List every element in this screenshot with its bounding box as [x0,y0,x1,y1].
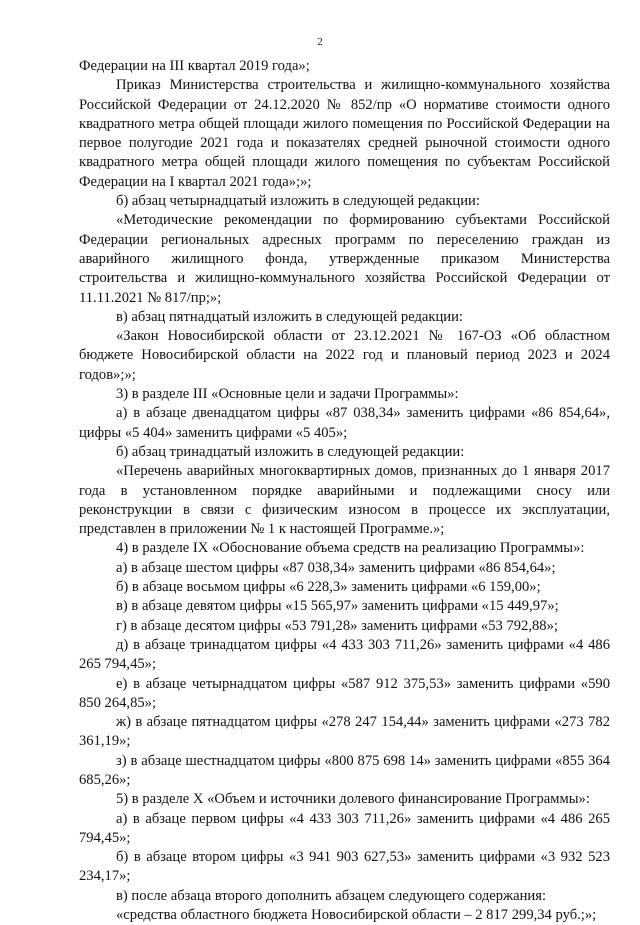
paragraph-section-9-g: г) в абзаце десятом цифры «53 791,28» заменить цифрами «53 792,88»; [116,617,558,634]
paragraph-section-9: 4) в разделе IX «Обоснование объема средств на реализацию Программы»: [116,540,585,557]
page-number: 2 [317,36,323,48]
paragraph-section-3-b: б) абзац тринадцатый изложить в следующей редакции: [116,443,465,460]
paragraph-section-9-zh: ж) в абзаце пятнадцатом цифры «278 247 154,44» заменить цифрами «273 782 361,19»; [79,714,610,750]
paragraph-section-9-d: д) в абзаце тринадцатом цифры «4 433 303 711,26» заменить цифрами «4 486 265 794,45»; [79,636,610,673]
document-body [79,57,610,925]
paragraph-section-10-v: в) после абзаца второго дополнить абзацем следующего содержания: [116,887,546,904]
paragraph-amendment-v: в) абзац пятнадцатый изложить в следующей редакции: [116,308,463,325]
paragraph-section-10: 5) в разделе X «Объем и источники долевого финансирование Программы»: [116,791,590,808]
paragraph-section-3-a: а) в абзаце двенадцатом цифры «87 038,34» заменить цифрами «86 854,64», цифры «5 404» заменить цифрами «5 405»; [79,405,610,441]
paragraph-section-10-b: б) в абзаце втором цифры «3 941 903 627,53» заменить цифрами «3 932 523 234,17»; [79,849,610,885]
paragraph-section-9-b: б) в абзаце восьмом цифры «6 228,3» заменить цифрами «6 159,00»; [116,579,541,596]
paragraph-continuation: Федерации на III квартал 2019 года»; [79,58,310,74]
paragraph-amendment-b: б) абзац четырнадцатый изложить в следующей редакции: [116,193,480,210]
paragraph-regional-law: «Закон Новосибирской области от 23.12.2021 № 167-ОЗ «Об областном бюджете Новосибирской области на 2022 год и плановый период 2023 и 2024 годов»;»; [79,328,610,383]
paragraph-order-852: Приказ Министерства строительства и жилищно-коммунального хозяйства Российской Федерации от 24.12.2020 № 852/пр «О нормативе стоимости одного квадратного метра общей площади жилого помещения по Российской Федерации на первое полугодие 2021 года и показателях средней рыночной стоимости одного квадратного метра общей площади жилого помещения по субъектам Российской Федерации на I квартал 2021 года»;»; [79,77,610,190]
paragraph-regional-budget-funds: «средства областного бюджета Новосибирской области – 2 817 299,34 руб.;»; [116,907,597,924]
paragraph-section-9-z: з) в абзаце шестнадцатом цифры «800 875 698 14» заменить цифрами «855 364 685,26»; [79,752,610,788]
paragraph-section-10-a: а) в абзаце первом цифры «4 433 303 711,26» заменить цифрами «4 486 265 794,45»; [79,810,610,846]
paragraph-section-9-e: е) в абзаце четырнадцатом цифры «587 912 375,53» заменить цифрами «590 850 264,85»; [79,675,610,711]
paragraph-section-9-a: а) в абзаце шестом цифры «87 038,34» заменить цифрами «86 854,64»; [116,559,556,576]
paragraph-methodical-recommendations: «Методические рекомендации по формированию субъектами Российской Федерации региональных адресных программ по переселению граждан из аварийного жилищного фонда, утвержденные приказом Министерства строительства и жилищно-коммунального хозяйства Российской Федерации от 11.11.2021 № 817/пр;»; [79,212,610,306]
paragraph-section-9-v: в) в абзаце девятом цифры «15 565,97» заменить цифрами «15 449,97»; [116,598,559,615]
paragraph-section-3: 3) в разделе III «Основные цели и задачи Программы»: [116,386,459,403]
paragraph-emergency-houses-list: «Перечень аварийных многоквартирных домов, признанных до 1 января 2017 года в установленном порядке аварийными и подлежащими сносу или реконструкции в связи с физическим износом в процессе их эксплуатации, представлен в приложении № 1 к настоящей Программе.»; [79,463,610,538]
